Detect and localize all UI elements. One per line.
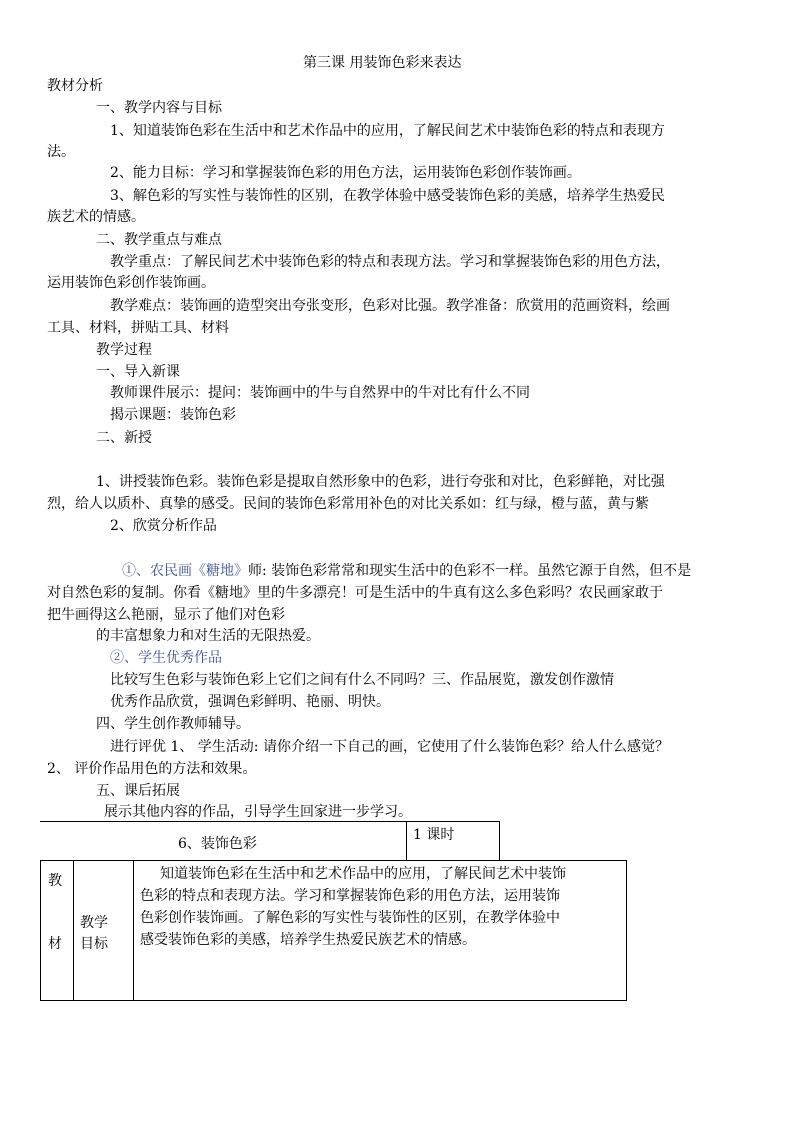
objective-text-line: 感受装饰色彩的美感，培养学生热爱民族艺术的情感。 — [140, 932, 476, 948]
paragraph-line: 2、 评价作品用色的方法和效果。 — [47, 761, 257, 777]
paragraph-line: 展示其他内容的作品，引导学生回家进一步学习。 — [104, 804, 412, 820]
artwork-reference: ①、农民画《糖地》 — [122, 563, 248, 579]
paragraph-line: 的丰富想象力和对生活的无限热爱。 — [96, 628, 320, 644]
paragraph-line: 教师课件展示：提问：装饰画中的牛与自然界中的牛对比有什么不同 — [110, 385, 530, 401]
paragraph-line: 法。 — [47, 144, 75, 160]
paragraph-line: 运用装饰色彩创作装饰画。 — [47, 275, 215, 291]
section-heading: 五、课后拓展 — [96, 783, 180, 799]
section-heading: 二、新授 — [96, 430, 152, 446]
section-heading: 教学过程 — [96, 342, 152, 358]
page-title: 第三课 用装饰色彩来表达 — [303, 55, 462, 71]
paragraph-line: 3、解色彩的写实性与装饰性的区别，在教学体验中感受装饰色彩的美感，培养学生热爱民 — [110, 188, 665, 204]
objective-label: 教学 — [80, 915, 108, 931]
paragraph-line: 揭示课题：装饰色彩 — [110, 407, 236, 423]
paragraph-line: 烈，给人以质朴、真挚的感受。民间的装饰色彩常用补色的对比关系如：红与绿，橙与蓝，黄与紫 — [47, 496, 649, 512]
table-divider — [499, 821, 500, 861]
subsection-heading: ②、学生优秀作品 — [110, 650, 222, 666]
paragraph-line: 1、知道装饰色彩在生活中和艺术作品中的应用，了解民间艺术中装饰色彩的特点和表现方 — [110, 123, 665, 139]
section-heading: 一、教学内容与目标 — [96, 100, 222, 116]
paragraph-line: 对自然色彩的复制。你看《糖地》里的牛多漂亮！可是生活中的牛真有这么多色彩吗？农民画家敢于 — [47, 585, 663, 601]
objective-text-line: 色彩创作装饰画。了解色彩的写实性与装饰性的区别，在教学体验中 — [140, 910, 560, 926]
paragraph-line: 2、能力目标：学习和掌握装饰色彩的用色方法，运用装饰色彩创作装饰画。 — [110, 165, 581, 181]
section-heading: 二、教学重点与难点 — [96, 232, 222, 248]
section-heading: 一、导入新课 — [96, 364, 180, 380]
paragraph-line: 把牛画得这么艳丽，显示了他们对色彩 — [47, 607, 285, 623]
section-heading: 教材分析 — [47, 78, 103, 94]
paragraph-line: 教学重点：了解民间艺术中装饰色彩的特点和表现方法。学习和掌握装饰色彩的用色方法， — [110, 254, 670, 270]
lesson-name: 6、装饰色彩 — [178, 836, 257, 852]
paragraph-line: 2、欣赏分析作品 — [110, 518, 217, 534]
paragraph-line: 1、讲授装饰色彩。装饰色彩是提取自然形象中的色彩，进行夸张和对比，色彩鲜艳，对比强 — [96, 474, 665, 490]
paragraph-line: 优秀作品欣赏，强调色彩鲜明、艳丽、明快。 — [110, 694, 390, 710]
section-heading: 四、学生创作教师辅导。 — [96, 716, 250, 732]
paragraph-line: 进行评优 1、 学生活动: 请你介绍一下自己的画，它使用了什么装饰色彩？给人什么感觉？ — [110, 739, 669, 755]
paragraph-line: 工具、材料，拼贴工具、材料 — [47, 320, 229, 336]
paragraph-text: 师: 装饰色彩常常和现实生活中的色彩不一样。虽然它源于自然，但不是 — [248, 563, 692, 579]
objective-text-line: 知道装饰色彩在生活中和艺术作品中的应用，了解民间艺术中装饰 — [160, 866, 566, 882]
objective-text-line: 色彩的特点和表现方法。学习和掌握装饰色彩的用色方法，运用装饰 — [140, 888, 560, 904]
paragraph-line: 族艺术的情感。 — [47, 209, 145, 225]
lesson-hours: 1 课时 — [413, 827, 455, 843]
table-divider — [73, 860, 74, 1001]
table-divider — [406, 821, 407, 861]
table-divider — [133, 860, 134, 1001]
paragraph-line: 比较写生色彩与装饰色彩上它们之间有什么不同吗？三、作品展览，激发创作激情 — [110, 672, 614, 688]
table-top-rule — [40, 821, 500, 822]
objective-label: 目标 — [80, 936, 108, 952]
paragraph-line — [122, 561, 691, 581]
material-label: 材 — [48, 936, 62, 952]
paragraph-line: 教学难点：装饰画的造型突出夸张变形，色彩对比强。教学准备：欣赏用的范画资料，绘画 — [110, 298, 670, 314]
material-label: 教 — [48, 873, 62, 889]
